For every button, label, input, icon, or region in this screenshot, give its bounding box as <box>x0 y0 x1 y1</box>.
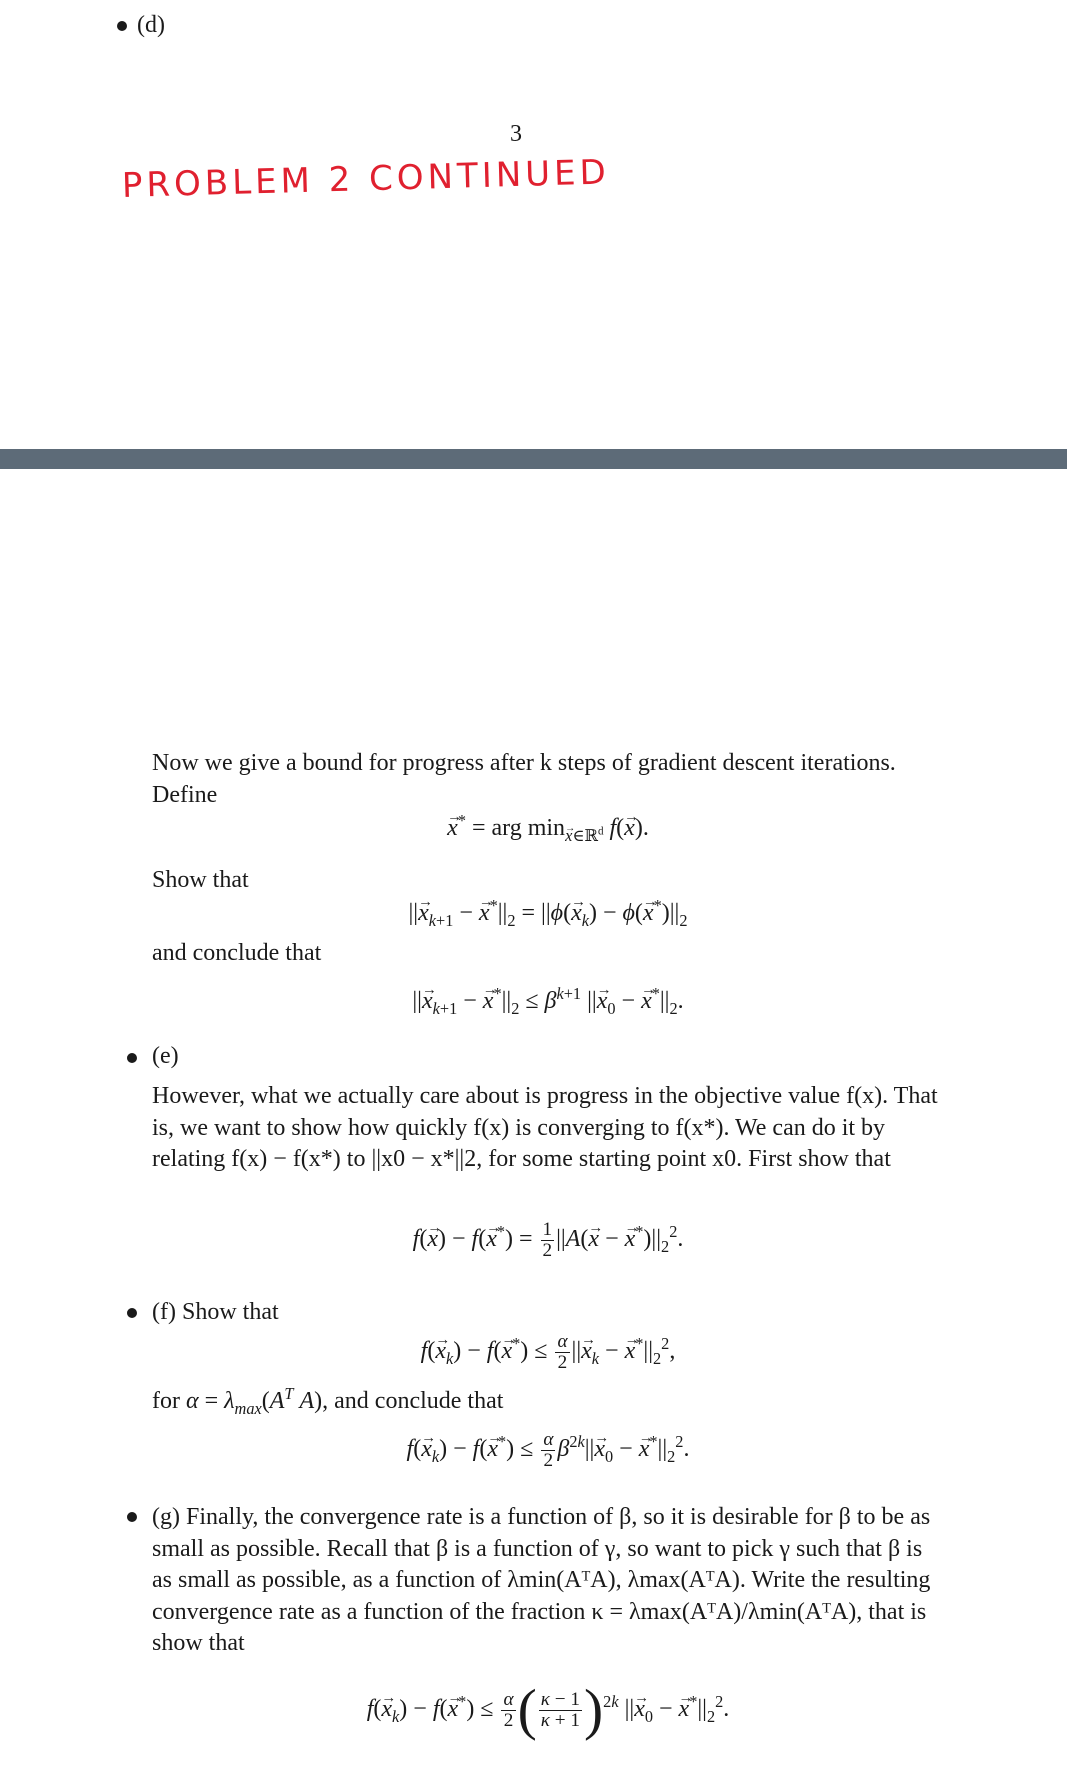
bullet-d <box>117 21 127 31</box>
item-e-paragraph: However, what we actually care about is progress in the objective value f(x). That is, we want to show how quickly f(x) is converging to f(x*). We can do it by relating f(x) − f(x*) to ||x0 − x*||2, for some starting point x0. First show that <box>152 1083 938 1172</box>
equation-phi: ||→ $x_{k+1}$ − → $x^*||_2 = ||\phi(\to x_k) - \phi(\to x^*)||_2$ <box>152 897 944 929</box>
handwritten-note: PROBLEM 2 CONTINUED <box>121 152 611 206</box>
alpha-definition-line: for $\alpha = \lambda_{max}(A^T$ A), and conclude that <box>152 1384 504 1418</box>
equation-alpha-bound: $f(\to x_k) - f(\to x^*)$ ≤ $\frac{\alpha}{2}$ ||→ $x_k$ − → $x^*||_2^2$, <box>152 1332 944 1373</box>
page-divider <box>0 449 1067 469</box>
conclude-text: and conclude that <box>334 1388 504 1414</box>
equation-kappa-rate: $f(\to x_k) - f(\to x^*)$ ≤ $\frac{\alpha}{2}$ ( $\frac{\kappa - 1}{\kappa + 1}$ )$^{2k}$ ||→ $x_0$ − → $x^*||_2^2$. <box>152 1690 944 1731</box>
equation-quadratic: f(→ x) − f(→ x*) = $\frac{1}{2}$ ||A(→ x − → $x^*)||_2^2$. <box>152 1220 944 1261</box>
intro-text: Now we give a bound for progress after k steps of gradient descent iterations. Define <box>152 750 896 808</box>
intro-paragraph <box>152 748 944 811</box>
item-e-label: (e) <box>152 1043 179 1069</box>
item-d-label: (d) <box>137 12 165 38</box>
item-g-paragraph: (g) Finally, the convergence rate is a function of β, so it is desirable for β to be as small as possible. Recall that β is a function of γ, so want to pick γ such that β is as small as possible, as a function of λmin(AᵀA), λmax(AᵀA). Write the resulting convergence rate as a function of the fraction κ = λmax(AᵀA)/λmin(AᵀA), that is show that <box>152 1504 931 1656</box>
bullet-f <box>127 1308 137 1318</box>
page-number: 3 <box>510 121 522 147</box>
item-f-label: (f) Show that <box>152 1299 279 1325</box>
equation-argmin: → x* = arg $\min_{x\in ℝ^d} f(\to x)$. <box>152 812 944 844</box>
bullet-e <box>127 1053 137 1063</box>
equation-beta-bound: ||→ $x_{k+1}$ − → $x^*||_2 \le \beta^{k+1}$ ||→ $x_0$ − → $x^*||_2$. <box>152 985 944 1017</box>
bullet-g <box>127 1512 137 1522</box>
equation-beta2k-bound: $f(\to x_k) - f(\to x^*)$ ≤ $\frac{\alpha}{2}$ $\beta^{2k}||\to x_0$ − → $x^*||_2^2$. <box>152 1430 944 1471</box>
show-that-label: Show that <box>152 867 249 893</box>
conclude-label: and conclude that <box>152 940 322 966</box>
